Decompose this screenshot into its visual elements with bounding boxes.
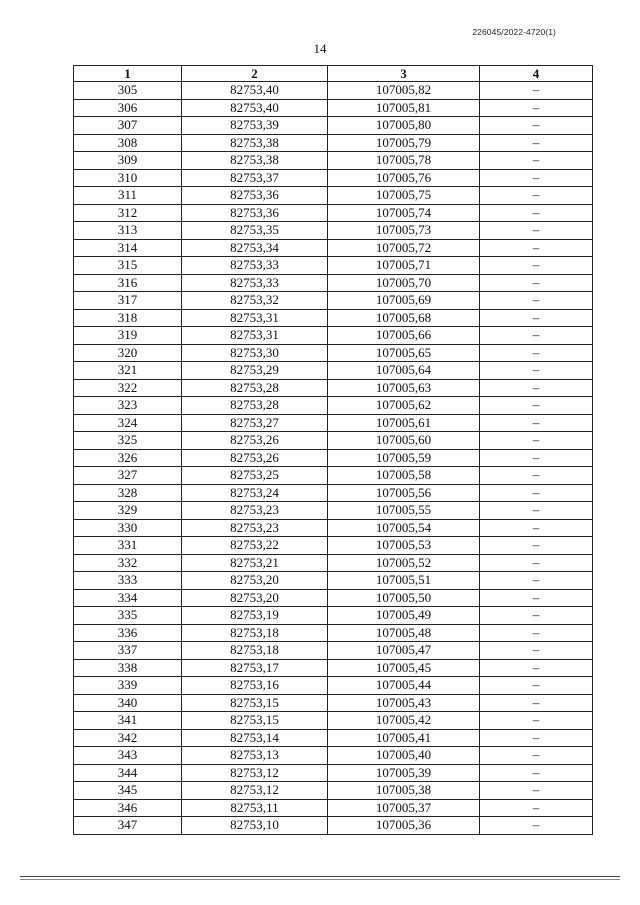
table-cell-col-4: – xyxy=(480,467,593,485)
table-row xyxy=(74,379,593,397)
table-cell-col-1: 334 xyxy=(74,589,182,607)
table-cell-col-3: 107005,39 xyxy=(328,764,480,782)
table-cell-col-4: – xyxy=(480,82,593,100)
table-row xyxy=(74,99,593,117)
table-cell-col-1: 347 xyxy=(74,817,182,835)
table-cell-col-2: 82753,24 xyxy=(182,484,328,502)
column-header-1: 1 xyxy=(74,66,182,82)
table-cell-col-1: 335 xyxy=(74,607,182,625)
table-row xyxy=(74,624,593,642)
table-header-row xyxy=(74,66,593,82)
table-row xyxy=(74,659,593,677)
footer-rule-secondary xyxy=(20,879,620,880)
table-cell-col-2: 82753,11 xyxy=(182,799,328,817)
table-cell-col-1: 345 xyxy=(74,782,182,800)
table-row xyxy=(74,152,593,170)
column-header-3: 3 xyxy=(328,66,480,82)
table-cell-col-4: – xyxy=(480,502,593,520)
footer-rule xyxy=(20,876,620,877)
table-cell-col-1: 313 xyxy=(74,222,182,240)
table-row xyxy=(74,134,593,152)
column-header-2: 2 xyxy=(182,66,328,82)
table-cell-col-1: 318 xyxy=(74,309,182,327)
table-cell-col-2: 82753,32 xyxy=(182,292,328,310)
table-cell-col-2: 82753,30 xyxy=(182,344,328,362)
table-cell-col-2: 82753,31 xyxy=(182,327,328,345)
table-cell-col-1: 323 xyxy=(74,397,182,415)
table-cell-col-2: 82753,20 xyxy=(182,589,328,607)
table-cell-col-4: – xyxy=(480,817,593,835)
table-cell-col-3: 107005,47 xyxy=(328,642,480,660)
table-row xyxy=(74,397,593,415)
table-cell-col-1: 331 xyxy=(74,537,182,555)
table-cell-col-1: 339 xyxy=(74,677,182,695)
table-cell-col-1: 305 xyxy=(74,82,182,100)
table-row xyxy=(74,169,593,187)
table-cell-col-3: 107005,43 xyxy=(328,694,480,712)
table-row xyxy=(74,519,593,537)
table-cell-col-2: 82753,28 xyxy=(182,379,328,397)
table-cell-col-1: 333 xyxy=(74,572,182,590)
table-cell-col-3: 107005,82 xyxy=(328,82,480,100)
table-cell-col-1: 325 xyxy=(74,432,182,450)
table-cell-col-2: 82753,14 xyxy=(182,729,328,747)
table-cell-col-3: 107005,44 xyxy=(328,677,480,695)
table-cell-col-4: – xyxy=(480,169,593,187)
table-cell-col-2: 82753,17 xyxy=(182,659,328,677)
table-cell-col-2: 82753,12 xyxy=(182,782,328,800)
table-cell-col-4: – xyxy=(480,572,593,590)
table-cell-col-3: 107005,75 xyxy=(328,187,480,205)
table-cell-col-2: 82753,27 xyxy=(182,414,328,432)
table-cell-col-1: 320 xyxy=(74,344,182,362)
table-cell-col-3: 107005,53 xyxy=(328,537,480,555)
table-cell-col-4: – xyxy=(480,274,593,292)
table-cell-col-4: – xyxy=(480,117,593,135)
table-cell-col-2: 82753,21 xyxy=(182,554,328,572)
table-cell-col-4: – xyxy=(480,747,593,765)
table-cell-col-4: – xyxy=(480,449,593,467)
table-cell-col-4: – xyxy=(480,344,593,362)
table-cell-col-1: 341 xyxy=(74,712,182,730)
table-cell-col-3: 107005,56 xyxy=(328,484,480,502)
table-cell-col-3: 107005,36 xyxy=(328,817,480,835)
table-row xyxy=(74,817,593,835)
table-cell-col-4: – xyxy=(480,204,593,222)
table-cell-col-1: 322 xyxy=(74,379,182,397)
table-cell-col-4: – xyxy=(480,607,593,625)
table-cell-col-4: – xyxy=(480,589,593,607)
table-cell-col-1: 321 xyxy=(74,362,182,380)
table-cell-col-4: – xyxy=(480,764,593,782)
table-row xyxy=(74,222,593,240)
table-cell-col-3: 107005,68 xyxy=(328,309,480,327)
table-row xyxy=(74,764,593,782)
table-cell-col-1: 316 xyxy=(74,274,182,292)
table-cell-col-3: 107005,61 xyxy=(328,414,480,432)
table-cell-col-1: 319 xyxy=(74,327,182,345)
table-cell-col-1: 340 xyxy=(74,694,182,712)
table-cell-col-1: 336 xyxy=(74,624,182,642)
table-cell-col-2: 82753,15 xyxy=(182,712,328,730)
table-cell-col-4: – xyxy=(480,222,593,240)
table-row xyxy=(74,327,593,345)
table-cell-col-3: 107005,60 xyxy=(328,432,480,450)
table-row xyxy=(74,729,593,747)
table-cell-col-3: 107005,49 xyxy=(328,607,480,625)
table-row xyxy=(74,362,593,380)
table-cell-col-3: 107005,66 xyxy=(328,327,480,345)
table-cell-col-2: 82753,36 xyxy=(182,187,328,205)
table-cell-col-2: 82753,12 xyxy=(182,764,328,782)
table-cell-col-1: 338 xyxy=(74,659,182,677)
table-cell-col-2: 82753,15 xyxy=(182,694,328,712)
table-row xyxy=(74,694,593,712)
table-cell-col-4: – xyxy=(480,257,593,275)
table-row xyxy=(74,677,593,695)
table-cell-col-1: 327 xyxy=(74,467,182,485)
table-row xyxy=(74,712,593,730)
table-cell-col-1: 314 xyxy=(74,239,182,257)
table-cell-col-4: – xyxy=(480,782,593,800)
table-cell-col-4: – xyxy=(480,712,593,730)
table-cell-col-4: – xyxy=(480,677,593,695)
table-row xyxy=(74,484,593,502)
table-row xyxy=(74,572,593,590)
table-cell-col-1: 315 xyxy=(74,257,182,275)
table-cell-col-2: 82753,23 xyxy=(182,502,328,520)
table-cell-col-1: 342 xyxy=(74,729,182,747)
table-cell-col-3: 107005,48 xyxy=(328,624,480,642)
table-cell-col-3: 107005,64 xyxy=(328,362,480,380)
table-cell-col-4: – xyxy=(480,134,593,152)
table-cell-col-2: 82753,26 xyxy=(182,449,328,467)
table-cell-col-2: 82753,23 xyxy=(182,519,328,537)
table-cell-col-3: 107005,76 xyxy=(328,169,480,187)
table-cell-col-3: 107005,41 xyxy=(328,729,480,747)
table-row xyxy=(74,344,593,362)
table-cell-col-2: 82753,13 xyxy=(182,747,328,765)
table-row xyxy=(74,204,593,222)
table-cell-col-4: – xyxy=(480,239,593,257)
table-cell-col-1: 343 xyxy=(74,747,182,765)
table-cell-col-4: – xyxy=(480,379,593,397)
coordinates-table xyxy=(73,65,593,835)
table-cell-col-3: 107005,73 xyxy=(328,222,480,240)
table-cell-col-4: – xyxy=(480,519,593,537)
table-cell-col-2: 82753,10 xyxy=(182,817,328,835)
table-row xyxy=(74,257,593,275)
table-cell-col-3: 107005,70 xyxy=(328,274,480,292)
table-row xyxy=(74,537,593,555)
table-row xyxy=(74,432,593,450)
table-cell-col-3: 107005,81 xyxy=(328,99,480,117)
table-row xyxy=(74,747,593,765)
table-row xyxy=(74,187,593,205)
table-cell-col-3: 107005,71 xyxy=(328,257,480,275)
table-cell-col-4: – xyxy=(480,309,593,327)
table-cell-col-4: – xyxy=(480,729,593,747)
table-cell-col-1: 308 xyxy=(74,134,182,152)
table-cell-col-1: 311 xyxy=(74,187,182,205)
table-cell-col-2: 82753,31 xyxy=(182,309,328,327)
table-cell-col-2: 82753,34 xyxy=(182,239,328,257)
table-cell-col-2: 82753,33 xyxy=(182,257,328,275)
table-row xyxy=(74,309,593,327)
table-row xyxy=(74,292,593,310)
table-row xyxy=(74,117,593,135)
table-row xyxy=(74,239,593,257)
table-cell-col-4: – xyxy=(480,152,593,170)
table-cell-col-2: 82753,38 xyxy=(182,152,328,170)
table-row xyxy=(74,274,593,292)
table-cell-col-3: 107005,54 xyxy=(328,519,480,537)
table-cell-col-1: 332 xyxy=(74,554,182,572)
table-cell-col-2: 82753,37 xyxy=(182,169,328,187)
table-cell-col-4: – xyxy=(480,659,593,677)
table-cell-col-4: – xyxy=(480,99,593,117)
table-cell-col-2: 82753,26 xyxy=(182,432,328,450)
table-cell-col-2: 82753,36 xyxy=(182,204,328,222)
table-cell-col-4: – xyxy=(480,414,593,432)
table-cell-col-1: 307 xyxy=(74,117,182,135)
table-cell-col-1: 344 xyxy=(74,764,182,782)
table-cell-col-3: 107005,51 xyxy=(328,572,480,590)
table-cell-col-3: 107005,55 xyxy=(328,502,480,520)
table-cell-col-3: 107005,78 xyxy=(328,152,480,170)
table-cell-col-2: 82753,28 xyxy=(182,397,328,415)
table-cell-col-3: 107005,80 xyxy=(328,117,480,135)
table-row xyxy=(74,449,593,467)
table-cell-col-1: 337 xyxy=(74,642,182,660)
table-cell-col-3: 107005,69 xyxy=(328,292,480,310)
table-cell-col-2: 82753,19 xyxy=(182,607,328,625)
table-cell-col-4: – xyxy=(480,484,593,502)
table-cell-col-3: 107005,65 xyxy=(328,344,480,362)
table-cell-col-2: 82753,18 xyxy=(182,624,328,642)
table-cell-col-3: 107005,72 xyxy=(328,239,480,257)
table-cell-col-1: 326 xyxy=(74,449,182,467)
table-header xyxy=(74,66,593,82)
table-row xyxy=(74,782,593,800)
table-cell-col-3: 107005,38 xyxy=(328,782,480,800)
table-cell-col-3: 107005,63 xyxy=(328,379,480,397)
table-row xyxy=(74,414,593,432)
table-cell-col-2: 82753,39 xyxy=(182,117,328,135)
table-cell-col-3: 107005,52 xyxy=(328,554,480,572)
document-reference: 226045/2022-4720(1) xyxy=(472,27,556,37)
table-row xyxy=(74,589,593,607)
table-cell-col-1: 330 xyxy=(74,519,182,537)
table-row xyxy=(74,554,593,572)
table-cell-col-4: – xyxy=(480,362,593,380)
table-cell-col-2: 82753,20 xyxy=(182,572,328,590)
page-number: 14 xyxy=(313,41,327,56)
table-row xyxy=(74,502,593,520)
table-row xyxy=(74,642,593,660)
table-cell-col-1: 306 xyxy=(74,99,182,117)
table-cell-col-2: 82753,18 xyxy=(182,642,328,660)
table-cell-col-3: 107005,74 xyxy=(328,204,480,222)
table-cell-col-1: 328 xyxy=(74,484,182,502)
table-cell-col-4: – xyxy=(480,799,593,817)
table-row xyxy=(74,799,593,817)
table-cell-col-4: – xyxy=(480,694,593,712)
table-cell-col-3: 107005,79 xyxy=(328,134,480,152)
table-cell-col-4: – xyxy=(480,327,593,345)
table-cell-col-3: 107005,50 xyxy=(328,589,480,607)
table-cell-col-1: 310 xyxy=(74,169,182,187)
table-cell-col-2: 82753,22 xyxy=(182,537,328,555)
table-cell-col-4: – xyxy=(480,187,593,205)
column-header-4: 4 xyxy=(480,66,593,82)
table-cell-col-3: 107005,62 xyxy=(328,397,480,415)
table-cell-col-4: – xyxy=(480,624,593,642)
table-cell-col-3: 107005,45 xyxy=(328,659,480,677)
table-row xyxy=(74,82,593,100)
table-cell-col-1: 309 xyxy=(74,152,182,170)
table-cell-col-2: 82753,33 xyxy=(182,274,328,292)
table-cell-col-3: 107005,58 xyxy=(328,467,480,485)
table-cell-col-1: 317 xyxy=(74,292,182,310)
table-cell-col-4: – xyxy=(480,432,593,450)
table-cell-col-1: 329 xyxy=(74,502,182,520)
table-cell-col-2: 82753,25 xyxy=(182,467,328,485)
table-cell-col-2: 82753,40 xyxy=(182,99,328,117)
table-cell-col-1: 312 xyxy=(74,204,182,222)
table-cell-col-2: 82753,38 xyxy=(182,134,328,152)
table-row xyxy=(74,607,593,625)
table-cell-col-4: – xyxy=(480,292,593,310)
table-cell-col-2: 82753,40 xyxy=(182,82,328,100)
table-cell-col-4: – xyxy=(480,642,593,660)
table-cell-col-1: 324 xyxy=(74,414,182,432)
table-cell-col-3: 107005,42 xyxy=(328,712,480,730)
table-cell-col-2: 82753,29 xyxy=(182,362,328,380)
table-cell-col-3: 107005,59 xyxy=(328,449,480,467)
table-cell-col-2: 82753,35 xyxy=(182,222,328,240)
table-cell-col-2: 82753,16 xyxy=(182,677,328,695)
table-cell-col-4: – xyxy=(480,554,593,572)
table-cell-col-3: 107005,40 xyxy=(328,747,480,765)
table-body xyxy=(74,82,593,835)
table-cell-col-4: – xyxy=(480,397,593,415)
table-row xyxy=(74,467,593,485)
table-cell-col-3: 107005,37 xyxy=(328,799,480,817)
table-cell-col-1: 346 xyxy=(74,799,182,817)
table-cell-col-4: – xyxy=(480,537,593,555)
